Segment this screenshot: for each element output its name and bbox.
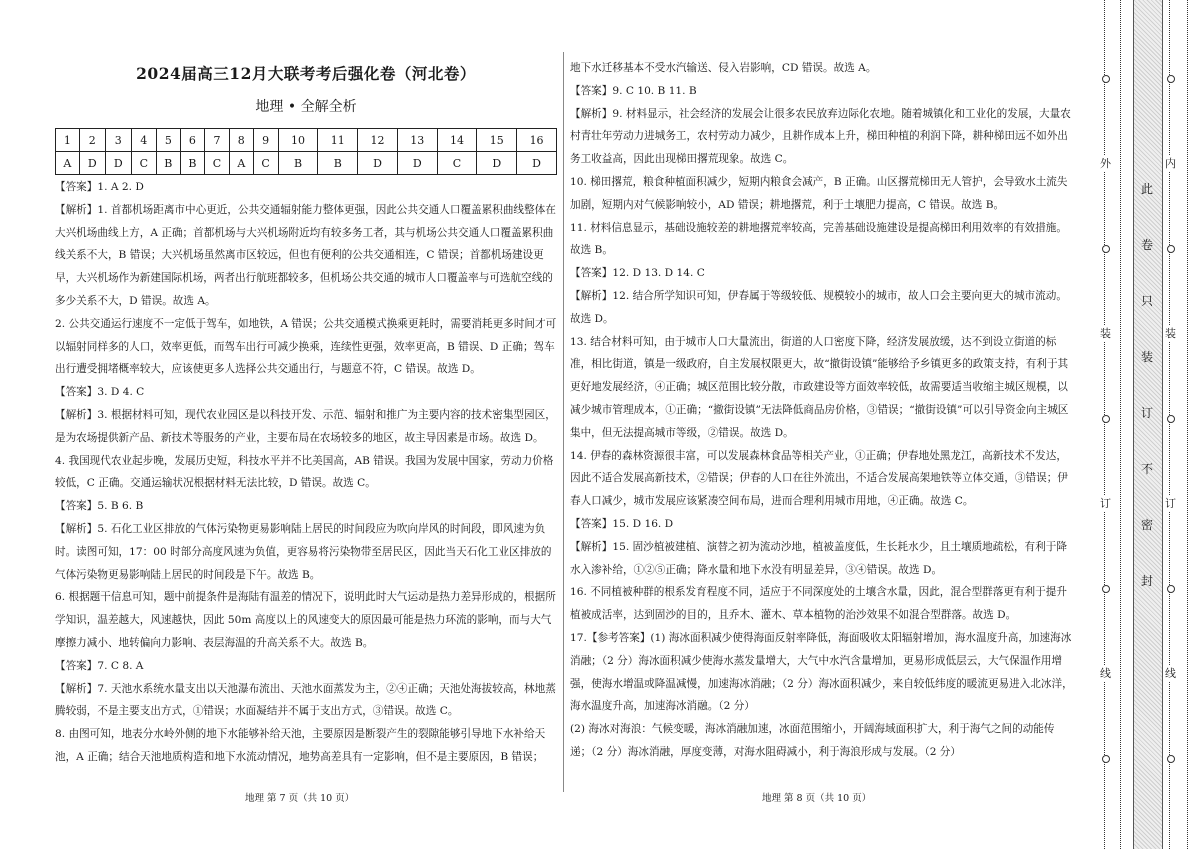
answer-line: 【答案】12. D 13. D 14. C: [570, 267, 705, 280]
answer-line: 【答案】7. C 8. A: [55, 659, 144, 672]
binding-margin-outer: [1098, 0, 1128, 849]
answer-table-number-cell: 6: [180, 129, 204, 152]
binding-label: 内: [1165, 157, 1176, 170]
answer-table-number-cell: 7: [204, 129, 229, 152]
left-body-text: [55, 176, 557, 769]
explanation-paragraph: (2) 海冰对海浪：气候变暖，海冰消融加速，冰面范围缩小，开阔海域面积扩大，利于海气之间的动能传递；（2 分）海冰消融，厚度变薄，对海水阻碍减小，利于海浪形成与发展。（2 分）: [570, 723, 1055, 758]
binding-warning-char: 订: [1141, 406, 1154, 420]
answer-table-answer-cell: B: [318, 152, 358, 175]
binding-label: 订: [1165, 497, 1176, 510]
explanation-paragraph: 17.【参考答案】(1) 海冰面积减少使得海面反射率降低，海面吸收太阳辐射增加，海水温度升高，加速海冰消融；（2 分）海冰面积减少使海水蒸发量增大，大气中水汽含量增加，更易形成低层云，大气保温作用增强，使海水增温或降温减慢，加速海冰消融；（2 分）海冰面积减少，来自较低纬度的暖流更易进入北冰洋，海水温度升高，加速海冰消融。（2 分）: [570, 631, 1073, 713]
page-footer-left: 地理 第 7 页（共 10 页）: [245, 793, 355, 804]
answer-table-number-cell: 2: [79, 129, 105, 152]
binding-label: 订: [1100, 497, 1111, 510]
explanation-paragraph: 2. 公共交通运行速度不一定低于驾车，如地铁，A 错误；公共交通模式换乘更耗时，需要消耗更多时间才可以辐射同样多的人口，效率更低，而驾车出行可减少换乘，连续性更强，效率更高，B 错误、D 正确；驾车出行遭受拥堵概率较大，应该使更多人选择公共交通出行，与题意不符，C 错误。故选 D。: [55, 317, 557, 376]
answer-table-answer-cell: B: [180, 152, 204, 175]
answer-table-answer-cell: C: [253, 152, 278, 175]
answer-table-number-cell: 9: [253, 129, 278, 152]
answer-table-number-cell: 3: [105, 129, 131, 152]
binding-hole-icon: [1102, 245, 1110, 253]
explanation-paragraph: 13. 结合材料可知，由于城市人口大量流出，街道的人口密度下降，经济发展放缓，达不到设立街道的标准，相比街道，镇是一级政府，自主发展权限更大，故“撤街设镇”能够给予乡镇更多的政策支持，有利于其更好地发展经济，④正确；城区范围比较分散，市政建设等方面效率较低，故需要适当收缩主城区规模，以减少城市管理成本，①正确；“撤街设镇”无法降低商品房价格，③错误；“撤街设镇”可以引导资金向主城区集中，但无法提高城市等级，②错误。故选 D。: [570, 335, 1069, 439]
binding-label: 外: [1100, 157, 1111, 170]
binding-label: 线: [1165, 667, 1176, 680]
explanation-paragraph: 8. 由图可知，地表分水岭外侧的地下水能够补给天池，主要原因是断裂产生的裂隙能够引导地下水补给天池，A 正确；结合天池地质构造和地下水流动情况，地势高差具有一定影响，但不是主要原因，B 错误；: [55, 728, 546, 763]
binding-warning-char: 密: [1141, 518, 1154, 532]
binding-hatched-strip: [1133, 0, 1163, 849]
answer-table-answer-cell: D: [105, 152, 131, 175]
answer-table-answer-cell: B: [156, 152, 180, 175]
answer-table-answer-cell: D: [397, 152, 437, 175]
explanation-paragraph: 4. 我国现代农业起步晚，发展历史短，科技水平并不比美国高，AB 错误。我国为发展中国家，劳动力价格较低，C 正确。交通运输状况根据材料无法比较，D 错误。故选 C。: [55, 454, 554, 490]
answer-table-number-row: [56, 129, 557, 152]
binding-hole-icon: [1167, 245, 1175, 253]
explanation-paragraph: 【解析】12. 结合所学知识可知，伊春属于等级较低、规模较小的城市，故人口会主要向更大的城市流动。故选 D。: [570, 289, 1067, 325]
answer-table-answer-cell: D: [517, 152, 557, 175]
answer-line: 【答案】1. A 2. D: [55, 181, 144, 193]
answer-table-answer-cell: C: [131, 152, 156, 175]
answer-line: 【答案】3. D 4. C: [55, 386, 145, 399]
binding-warning-char: 只: [1141, 294, 1154, 308]
binding-dotted-line: [1187, 0, 1188, 849]
answer-table-answer-cell: C: [204, 152, 229, 175]
answer-table-answer-cell: D: [358, 152, 398, 175]
explanation-paragraph: 10. 梯田撂荒，粮食种植面积减少，短期内粮食会减产，B 正确。山区撂荒梯田无人管护，会导致水土流失加剧，短期内对气候影响较小，AD 错误；耕地撂荒，利于土壤肥力提高，C 错误。故选 B。: [570, 175, 1068, 211]
answer-line: 【答案】9. C 10. B 11. B: [570, 84, 697, 97]
binding-warning-char: 装: [1141, 350, 1154, 364]
column-divider: [563, 52, 564, 792]
answer-table-answer-cell: C: [437, 152, 477, 175]
binding-label: 装: [1100, 327, 1111, 340]
binding-label: 装: [1165, 327, 1176, 340]
answer-table: [55, 128, 557, 175]
binding-dotted-line: [1120, 0, 1121, 849]
binding-hole-icon: [1167, 755, 1175, 763]
explanation-paragraph: 【解析】7. 天池水系统水量支出以天池瀑布流出、天池水面蒸发为主，②④正确；天池处海拔较高，林地蒸腾较弱，不是主要支出方式，①错误；水面凝结并不属于支出方式，③错误。故选 C。: [55, 682, 556, 718]
explanation-paragraph: 【解析】9. 材料显示，社会经济的发展会让很多农民放弃边际化农地。随着城镇化和工业化的发展，大量农村青壮年劳动力进城务工，农村劳动力减少，且耕作成本上升，梯田种植的利润下降，耕种梯田远不如外出务工收益高，因此出现梯田撂荒现象。故选 C。: [570, 107, 1071, 166]
page-footer-right: 地理 第 8 页（共 10 页）: [762, 793, 872, 804]
answer-table-number-cell: 4: [131, 129, 156, 152]
explanation-paragraph: 【解析】5. 石化工业区排放的气体污染物更易影响陆上居民的时间段应为吹向岸风的时间段，即风速为负时。读图可知，17：00 时部分高度风速为负值，更容易将污染物带至居民区，因此当天石化工业区排放的气体污染物更易影响陆上居民的时间段是下午。故选 B。: [55, 522, 552, 581]
binding-hole-icon: [1102, 755, 1110, 763]
answer-table-answer-row: [56, 152, 557, 175]
page-subtitle: 地理 • 全解全析: [255, 99, 357, 115]
answer-table-answer-cell: D: [477, 152, 517, 175]
answer-table-number-cell: 14: [437, 129, 477, 152]
answer-line: 【答案】5. B 6. B: [55, 500, 144, 513]
answer-table-number-cell: 10: [278, 129, 318, 152]
answer-line: 【答案】15. D 16. D: [570, 517, 674, 530]
answer-table-number-cell: 8: [229, 129, 253, 152]
page-title: 2024届高三12月大联考考后强化卷（河北卷）: [136, 64, 476, 83]
explanation-paragraph: 地下水迁移基本不受水汽输送、侵入岩影响，CD 错误。故选 A。: [570, 62, 877, 74]
binding-warning-char: 封: [1141, 574, 1154, 588]
answer-table-number-cell: 1: [56, 129, 80, 152]
answer-table-number-cell: 11: [318, 129, 358, 152]
binding-hole-icon: [1167, 585, 1175, 593]
binding-margin-inner: [1161, 0, 1200, 849]
explanation-paragraph: 【解析】3. 根据材料可知，现代农业园区是以科技开发、示范、辐射和推广为主要内容的技术密集型园区，是为农场提供新产品、新技术等服务的产业，主要布局在农场较多的地区，故主导因素是市场。故选 D。: [55, 408, 556, 444]
binding-hole-icon: [1167, 75, 1175, 83]
binding-warning-char: 不: [1141, 462, 1154, 476]
binding-warning-char: 此: [1141, 182, 1154, 196]
explanation-paragraph: 16. 不同植被种群的根系发育程度不同，适应于不同深度处的土壤含水量，因此，混合型群落更有利于提升植被成活率，达到固沙的目的，且乔木、灌木、草本植物的治沙效果不如混合型群落。故选 D。: [570, 586, 1067, 622]
explanation-paragraph: 14. 伊春的森林资源很丰富，可以发展森林食品等相关产业，①正确；伊春地处黑龙江，高新技术不发达，因此不适合发展高新技术，②错误；伊春的人口在往外流出，不适合发展高架地铁等立体交通，③错误；伊春人口减少，城市发展应该紧凑空间布局，进而合理利用城市用地，④正确。故选 C。: [570, 449, 1068, 508]
answer-table-answer-cell: D: [79, 152, 105, 175]
answer-table-answer-cell: A: [229, 152, 253, 175]
answer-table-answer-cell: B: [278, 152, 318, 175]
binding-hole-icon: [1167, 415, 1175, 423]
answer-table-answer-cell: A: [56, 152, 80, 175]
binding-dotted-line: [1104, 0, 1105, 849]
binding-hole-icon: [1102, 415, 1110, 423]
answer-table-number-cell: 5: [156, 129, 180, 152]
right-body-text: [570, 57, 1075, 764]
binding-dotted-line: [1169, 0, 1170, 849]
binding-hole-icon: [1102, 585, 1110, 593]
binding-warning-char: 卷: [1141, 238, 1154, 252]
answer-table-number-cell: 16: [517, 129, 557, 152]
explanation-paragraph: 【解析】1. 首都机场距离市中心更近，公共交通辐射能力整体更强，因此公共交通人口覆盖累积曲线整体在大兴机场曲线上方，A 正确；首都机场与大兴机场附近均有较多务工者，其与机场公共交通人口覆盖累积曲线关系不大，B 错误；大兴机场虽然离市区较远，但也有便利的公共交通相连，C 错误；首都机场建设更早，大兴机场作为新建国际机场，两者出行航班都较多，但机场公共交通的城市人口覆盖率与可选航空线的多少关系不大，D 错误。故选 A。: [55, 203, 556, 307]
explanation-paragraph: 6. 根据题干信息可知，题中前提条件是海陆有温差的情况下，说明此时大气运动是热力差异形成的，根据所学知识，温差越大，风速越快，因此 50m 高度以上的风速变大的原因最可能是热力环流的影响，而与大气摩擦力减小、地转偏向力影响、表层海温的升高关系不大。故选 B。: [55, 591, 556, 649]
explanation-paragraph: 11. 材料信息显示，基础设施较差的耕地撂荒率较高，完善基础设施建设是提高梯田利用效率的有效措施。故选 B。: [570, 221, 1067, 257]
answer-table-number-cell: 12: [358, 129, 398, 152]
answer-table-number-cell: 15: [477, 129, 517, 152]
answer-table-number-cell: 13: [397, 129, 437, 152]
binding-hole-icon: [1102, 75, 1110, 83]
explanation-paragraph: 【解析】15. 固沙植被建植、演替之初为流动沙地，植被盖度低，生长耗水少，且土壤质地疏松，有利于降水入渗补给，①②⑤正确；降水量和地下水没有明显差异，③④错误。故选 D。: [570, 540, 1067, 576]
binding-label: 线: [1100, 667, 1111, 680]
